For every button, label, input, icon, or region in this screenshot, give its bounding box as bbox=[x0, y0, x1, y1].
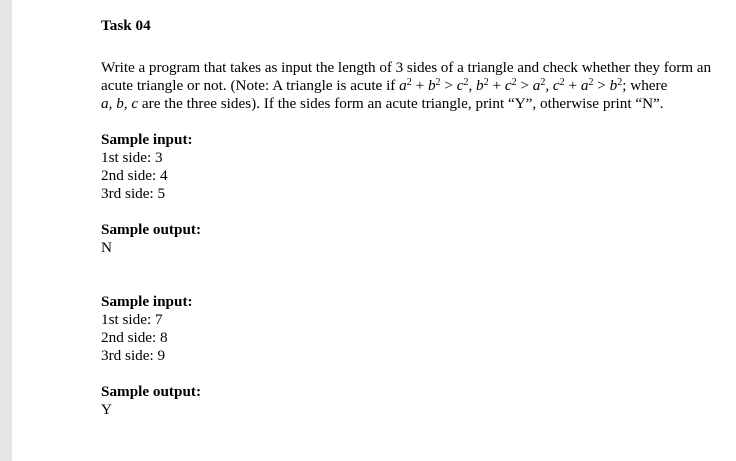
sample-output-value: N bbox=[101, 239, 112, 256]
problem-line-2: acute triangle or not. (Note: A triangle is acute if $a^2 + b^2 > c^2$, $b^2 + c^2 > a^2$, $c^2 + a^2 > b^2$; where bbox=[101, 77, 668, 94]
sample-2 bbox=[101, 293, 731, 419]
problem-line-1: Write a program that takes as input the length of 3 sides of a triangle and check whether they form an bbox=[101, 59, 712, 76]
sample-input-line: 1st side: 3 bbox=[101, 149, 163, 166]
sample-input-label: Sample input: bbox=[101, 131, 193, 148]
document-page bbox=[12, 0, 736, 461]
task-title: Task 04 bbox=[101, 17, 151, 34]
page-left-border bbox=[0, 0, 12, 461]
sample-input-line: 2nd side: 4 bbox=[101, 167, 168, 184]
sample-output-label: Sample output: bbox=[101, 221, 202, 238]
sample-1 bbox=[101, 131, 731, 257]
problem-statement bbox=[101, 59, 731, 113]
task-content bbox=[101, 17, 731, 419]
sample-input-label: Sample input: bbox=[101, 293, 193, 310]
sample-input-line: 2nd side: 8 bbox=[101, 329, 168, 346]
sample-output-label: Sample output: bbox=[101, 383, 202, 400]
sample-input-line: 1st side: 7 bbox=[101, 311, 163, 328]
sample-output-value: Y bbox=[101, 401, 112, 418]
sample-input-line: 3rd side: 5 bbox=[101, 185, 166, 202]
sample-input-line: 3rd side: 9 bbox=[101, 347, 166, 364]
problem-line-3: a, b, c are the three sides). If the sides form an acute triangle, print “Y”, otherwise print “N”. bbox=[101, 95, 664, 112]
